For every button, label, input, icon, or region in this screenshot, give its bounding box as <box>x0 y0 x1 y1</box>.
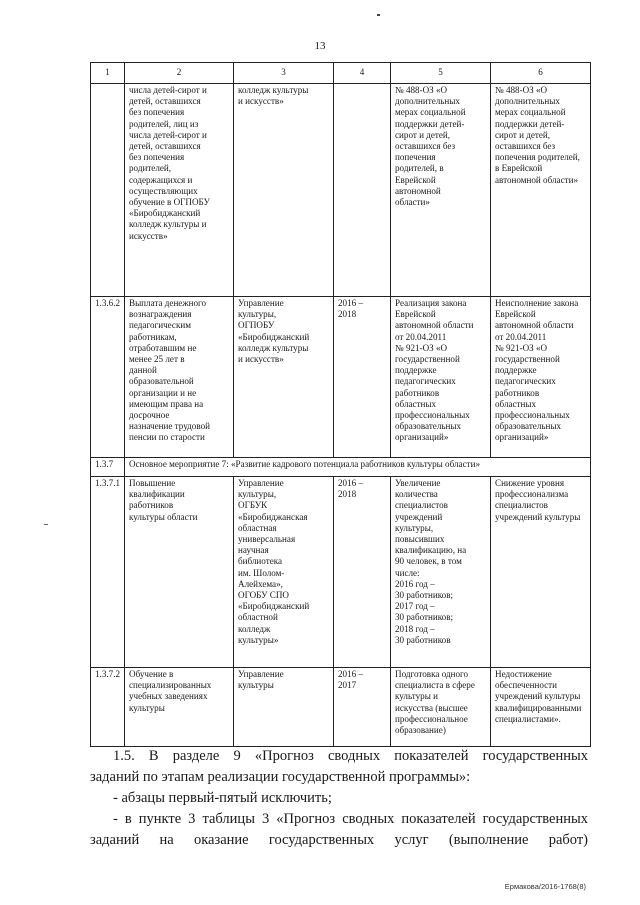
cell-line: государственной <box>395 354 460 365</box>
cell-line: организаций» <box>495 432 549 443</box>
scan-mark <box>44 524 48 525</box>
cell-line: библиотека <box>238 556 283 567</box>
cell-line: поддержки детей- <box>395 118 465 129</box>
cell-line: педагогических <box>395 376 456 387</box>
cell-line: № 488-ОЗ «О <box>395 85 448 95</box>
cell-line: 30 работников; <box>395 612 454 623</box>
cell-line: 2018 год – <box>395 623 435 634</box>
cell-line: специалистов <box>495 500 548 511</box>
header-cell: 1 <box>91 63 125 84</box>
cell-line: культуры» <box>238 634 279 645</box>
cell-line: Недостижение <box>495 669 552 679</box>
cell-line: 2018 <box>338 309 357 320</box>
cell-line: образование) <box>395 725 446 736</box>
measure-name-cell <box>125 84 234 297</box>
cell-line: специализированных <box>129 680 212 691</box>
cell-line: педагогических <box>495 376 556 387</box>
consequence-cell <box>491 84 591 297</box>
cell-line: попечения родителей, <box>495 152 580 163</box>
cell-line: профессиональное <box>395 713 468 724</box>
table-row <box>91 668 591 747</box>
cell-line: «Биробиджанский <box>129 208 201 219</box>
table-row <box>91 297 591 458</box>
cell-line: Увеличение <box>395 478 441 488</box>
cell-line: учреждений культуры <box>495 511 581 522</box>
cell-line: назначение трудовой <box>129 421 210 432</box>
cell-line: 30 работников <box>395 634 451 645</box>
cell-line: отработавшим не <box>129 342 197 353</box>
cell-line: от 20.04.2011 <box>495 331 547 342</box>
main-measure-title-cell: Основное мероприятие 7: «Развитие кадрового потенциала работников культуры области» <box>125 458 591 477</box>
header-cell: 5 <box>391 63 491 84</box>
cell-line: без попечения <box>129 107 185 118</box>
cell-line: 2017 год – <box>395 601 435 612</box>
cell-line: «Биробиджанская <box>238 511 308 522</box>
cell-line: работников <box>495 387 540 398</box>
cell-line: Алейхема», <box>238 578 283 589</box>
cell-line: № 921-ОЗ «О <box>395 342 448 353</box>
table-row <box>91 84 591 297</box>
paragraph-section-9: 1.5. В разделе 9 «Прогноз сводных показателей государственных <box>113 748 588 764</box>
cell-line: им. Шолом- <box>238 567 285 578</box>
expected-result-cell <box>391 297 491 458</box>
cell-line: культуры, <box>238 309 277 320</box>
cell-line: без попечения <box>129 152 185 163</box>
period-cell <box>334 668 391 747</box>
scan-speck <box>377 14 380 16</box>
cell-line: Управление <box>238 298 284 308</box>
cell-line: 2016 – <box>338 298 364 308</box>
cell-line: оставшихся без <box>395 141 456 152</box>
cell-line: культуры <box>129 702 165 713</box>
paragraph-line: заданий по этапам реализации государственной программы»: <box>90 769 471 785</box>
measure-name-cell <box>125 668 234 747</box>
cell-line: имеющим права на <box>129 398 204 409</box>
cell-line: профессиональных <box>495 410 570 421</box>
cell-line: Реализация закона <box>395 298 467 308</box>
cell-line: и искусств» <box>238 354 284 365</box>
cell-line: области» <box>395 197 430 208</box>
cell-line: областная <box>238 522 277 533</box>
cell-line: от 20.04.2011 <box>395 331 447 342</box>
cell-line: сирот и детей, <box>495 129 551 140</box>
expected-result-cell <box>391 84 491 297</box>
cell-line: мерах социальной <box>395 107 466 118</box>
cell-line: числа детей-сирот и <box>129 85 207 95</box>
cell-line: организации и не <box>129 387 197 398</box>
cell-line: ОГОБУ СПО <box>238 590 289 601</box>
cell-line: культуры области <box>129 511 198 522</box>
cell-line: содержащихся и <box>129 174 193 185</box>
cell-line: менее 25 лет в <box>129 354 185 365</box>
cell-line: 2017 <box>338 680 357 691</box>
cell-line: культуры, <box>395 522 434 533</box>
paragraph-table-3: - в пункте 3 таблицы 3 «Прогноз сводных показателей государственных <box>113 811 588 827</box>
cell-line: данной <box>129 365 157 376</box>
consequence-cell <box>491 668 591 747</box>
cell-line: ОГПОБУ <box>238 320 275 331</box>
cell-line: числе: <box>395 567 420 578</box>
cell-line: образовательной <box>129 376 194 387</box>
cell-line: квалификацию, на <box>395 545 467 556</box>
cell-line: Обучение в <box>129 669 174 679</box>
cell-line: поддержке <box>495 365 537 376</box>
cell-line: попечения <box>395 152 436 163</box>
cell-line: 2016 год – <box>395 578 435 589</box>
table-header-row <box>91 63 591 84</box>
cell-line: квалификации <box>129 489 185 500</box>
cell-line: учреждений культуры <box>495 691 581 702</box>
cell-line: колледж <box>238 623 271 634</box>
cell-line: квалифицированными <box>495 702 582 713</box>
cell-line: оставшихся без <box>495 141 556 152</box>
period-cell <box>334 297 391 458</box>
cell-line: профессиональных <box>395 410 470 421</box>
cell-line: обеспеченности <box>495 680 558 691</box>
cell-line: поддержки детей- <box>495 118 565 129</box>
cell-line: образовательных <box>395 421 462 432</box>
cell-line: педагогическим <box>129 320 192 331</box>
cell-line: культуры, <box>238 489 277 500</box>
cell-line: Управление <box>238 669 284 679</box>
consequence-cell <box>491 477 591 668</box>
cell-line: специалиста в сфере <box>395 680 475 691</box>
cell-line: родителей, лиц из <box>129 118 199 129</box>
cell-line: «Биробиджанский <box>238 601 310 612</box>
cell-line: областной <box>238 612 278 623</box>
cell-line: автономной области» <box>495 174 578 185</box>
cell-line: № 488-ОЗ «О <box>495 85 548 95</box>
period-cell <box>334 84 391 297</box>
cell-line: родителей, в <box>395 163 444 174</box>
cell-line: «Биробиджанский <box>238 331 310 342</box>
cell-line: 2018 <box>338 489 357 500</box>
cell-line: искусства (высшее <box>395 702 468 713</box>
cell-line: автономной <box>395 185 441 196</box>
cell-line: Еврейской <box>495 309 536 320</box>
expected-result-cell <box>391 668 491 747</box>
measure-name-cell <box>125 297 234 458</box>
cell-line: Выплата денежного <box>129 298 207 308</box>
cell-line: работников <box>129 500 174 511</box>
cell-line: 30 работников; <box>395 590 454 601</box>
cell-line: Еврейской <box>395 174 436 185</box>
paragraph-line: заданий на оказание государственных услуг (выполнение работ) <box>90 832 588 848</box>
cell-line: автономной области <box>395 320 474 331</box>
cell-line: специалистов <box>395 500 448 511</box>
cell-line: Управление <box>238 478 284 488</box>
cell-line: научная <box>238 545 269 556</box>
header-cell: 4 <box>334 63 391 84</box>
cell-line: количества <box>395 489 438 500</box>
cell-line: искусств» <box>129 230 168 241</box>
cell-line: 2016 – <box>338 478 364 488</box>
consequence-cell <box>491 297 591 458</box>
cell-line: ОГБУК <box>238 500 268 511</box>
cell-line: обучение в ОГПОБУ <box>129 197 210 208</box>
cell-line: детей, оставшихся <box>129 141 201 152</box>
executor-cell <box>234 477 334 668</box>
cell-line: областных <box>395 398 437 409</box>
row-number-cell: 1.3.6.2 <box>91 297 125 458</box>
header-cell: 6 <box>491 63 591 84</box>
cell-line: дополнительных <box>495 96 560 107</box>
executor-cell <box>234 297 334 458</box>
cell-line: автономной области <box>495 320 574 331</box>
cell-line: образовательных <box>495 421 562 432</box>
cell-line: в Еврейской <box>495 163 543 174</box>
cell-line: мерах социальной <box>495 107 566 118</box>
cell-line: колледж культуры <box>238 342 309 353</box>
table-row <box>91 458 591 477</box>
executor-cell <box>234 84 334 297</box>
cell-line: универсальная <box>238 534 296 545</box>
cell-line: колледж культуры и <box>129 219 207 230</box>
cell-line: профессионализма <box>495 489 569 500</box>
cell-line: организаций» <box>395 432 449 443</box>
row-number-cell: 1.3.7.2 <box>91 668 125 747</box>
cell-line: дополнительных <box>395 96 460 107</box>
cell-line: работников <box>395 387 440 398</box>
table-row <box>91 477 591 668</box>
cell-line: поддержке <box>395 365 437 376</box>
cell-line: осуществляющих <box>129 185 198 196</box>
cell-line: культуры <box>238 680 274 691</box>
row-number-cell <box>91 84 125 297</box>
row-number-cell: 1.3.7.1 <box>91 477 125 668</box>
expected-result-cell <box>391 477 491 668</box>
cell-line: Снижение уровня <box>495 478 565 488</box>
cell-line: Еврейской <box>395 309 436 320</box>
cell-line: областных <box>495 398 537 409</box>
cell-line: № 921-ОЗ «О <box>495 342 548 353</box>
cell-line: государственной <box>495 354 560 365</box>
cell-line: специалистами». <box>495 713 561 724</box>
paragraph-line: - абзацы первый-пятый исключить; <box>113 790 332 806</box>
cell-line: повысивших <box>395 534 445 545</box>
row-number-cell: 1.3.7 <box>91 458 125 477</box>
cell-line: родителей, <box>129 163 172 174</box>
cell-line: 90 человек, в том <box>395 556 462 567</box>
program-measures-table <box>90 62 591 747</box>
cell-line: Неисполнение закона <box>495 298 579 308</box>
measure-name-cell <box>125 477 234 668</box>
cell-line: работникам, <box>129 331 177 342</box>
cell-line: Подготовка одного <box>395 669 469 679</box>
cell-line: и искусств» <box>238 96 284 107</box>
period-cell <box>334 477 391 668</box>
header-cell: 2 <box>125 63 234 84</box>
cell-line: вознаграждения <box>129 309 192 320</box>
cell-line: культуры и <box>395 691 438 702</box>
header-cell: 3 <box>234 63 334 84</box>
cell-line: Повышение <box>129 478 176 488</box>
document-code: Ермакова/2016-1768(8) <box>504 882 586 891</box>
cell-line: пенсии по старости <box>129 432 205 443</box>
cell-line: детей, оставшихся <box>129 96 201 107</box>
cell-line: учебных заведениях <box>129 691 208 702</box>
cell-line: учреждений <box>395 511 443 522</box>
cell-line: колледж культуры <box>238 85 309 95</box>
cell-line: 2016 – <box>338 669 364 679</box>
executor-cell <box>234 668 334 747</box>
cell-line: сирот и детей, <box>395 129 451 140</box>
cell-line: числа детей-сирот и <box>129 129 207 140</box>
cell-line: досрочное <box>129 410 170 421</box>
page-number: 13 <box>314 40 326 52</box>
